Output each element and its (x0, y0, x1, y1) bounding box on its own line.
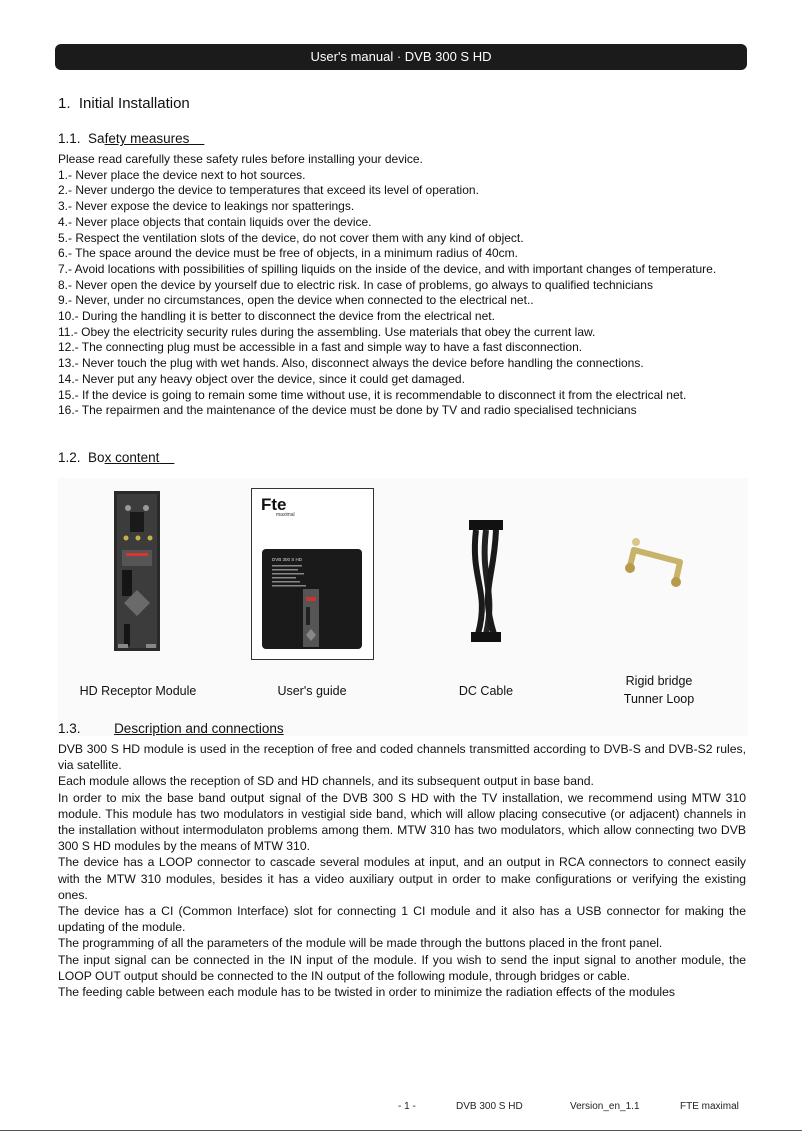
caption-rigid-bridge (604, 672, 714, 708)
footer-page-number: - 1 - (398, 1101, 416, 1112)
subsection-heading-safety (58, 131, 204, 146)
guide-cover-text-lines (272, 565, 312, 589)
safety-rule: 10.- During the handling it is better to disconnect the device from the electrical net. (58, 309, 495, 324)
subsection-number: 1.3. (58, 721, 81, 736)
safety-rule: 11.- Obey the electricity security rules during the assembling. Use materials that obey the current law. (58, 324, 596, 339)
caption-rigid-bridge-line1: Rigid bridge (625, 674, 693, 688)
safety-rule: 14.- Never put any heavy object over the device, since it could get damaged. (58, 371, 465, 386)
subsection-title-start: Sa (88, 131, 105, 146)
safety-rule: 13.- Never touch the plug with wet hands. Also, disconnect always the device before handling the connections. (58, 356, 644, 371)
rigid-bridge-image (622, 528, 698, 592)
description-paragraph: DVB 300 S HD module is used in the reception of free and coded channels transmitted according to DVB-S and DVB-S2 rules, via satellite. (58, 742, 746, 773)
subsection-heading-description (58, 721, 284, 736)
description-paragraph: The input signal can be connected in the IN input of the module. If you wish to send the input signal to another module, the LOOP OUT output should be connected to the IN output of the following module, through bridges or cable. (58, 952, 746, 983)
page-header-bar (55, 44, 747, 70)
safety-rule: 8.- Never open the device by yourself due to electric risk. In case of problems, go always to qualified technicians (58, 277, 653, 292)
description-paragraph: The programming of all the parameters of the module will be made through the buttons placed in the front panel. (58, 936, 663, 951)
safety-rule: 12.- The connecting plug must be accessible in a fast and simple way to have a fast disconnection. (58, 340, 583, 355)
guide-logo: Fte (261, 495, 287, 514)
safety-intro: Please read carefully these safety rules before installing your device. (58, 152, 423, 166)
caption-dc-cable: DC Cable (458, 684, 514, 698)
subsection-title-underlined: x content (104, 450, 160, 465)
footer-product: DVB 300 S HD (456, 1101, 523, 1112)
section-number: 1. (58, 95, 71, 112)
hd-receptor-module-image (112, 490, 162, 652)
subsection-title-start: Bo (88, 450, 105, 465)
description-paragraph: In order to mix the base band output signal of the DVB 300 S HD with the TV installation, we recommend using MTW 310 module. This module has two modulators in vestigial side band, which will allow placing consecutive (or adjacent) channels in the installation without intermodulaton problems among them. MTW 310 has two modulators, which allow connecting two DVB 300 S HD modules by the means of MTW 310. (58, 790, 746, 854)
guide-cover-panel (262, 549, 362, 649)
guide-cover-title: DVB 300 S HD (272, 557, 303, 562)
footer-brand: FTE maximal (680, 1101, 739, 1112)
page-bottom-rule (0, 1130, 802, 1131)
safety-rule: 2.- Never undergo the device to temperatures that exceed its level of operation. (58, 183, 479, 198)
subsection-title-underlined: fety measures (104, 131, 190, 146)
users-guide-image (251, 488, 374, 660)
caption-hd-receptor-module: HD Receptor Module (79, 684, 197, 698)
description-paragraph: Each module allows the reception of SD and HD channels, and its subsequent output in base band. (58, 774, 594, 789)
safety-rule: 6.- The space around the device must be free of objects, in a minimum radius of 40cm. (58, 246, 519, 261)
dc-cable-image (466, 520, 506, 644)
guide-logo-sub: maximal (276, 512, 295, 518)
safety-rule: 3.- Never expose the device to leakings nor spatterings. (58, 199, 355, 214)
guide-cover-module-drawing (302, 589, 320, 647)
subsection-number: 1.1. (58, 131, 81, 146)
header-title: User's manual · DVB 300 S HD (310, 49, 492, 64)
safety-rule: 4.- Never place objects that contain liquids over the device. (58, 214, 372, 229)
subsection-heading-box-content (58, 450, 174, 465)
safety-rule: 15.- If the device is going to remain some time without use, it is recommendable to disconnect it from the electrical net. (58, 387, 687, 402)
description-body (58, 741, 746, 1000)
safety-rule: 5.- Respect the ventilation slots of the device, do not cover them with any kind of object. (58, 230, 524, 245)
subsection-title: Description and connections (114, 721, 284, 736)
description-paragraph: The device has a CI (Common Interface) slot for connecting 1 CI module and it also has a USB connector for making the updating of the module. (58, 904, 746, 935)
description-paragraph: The feeding cable between each module has to be twisted in order to minimize the radiation effects of the modules (58, 985, 675, 1000)
description-paragraph: The device has a LOOP connector to cascade several modules at input, and an output in RCA connectors to connect easily with the MTW 310 modules, besides it has a video auxiliary output in order to make configurations or verifying the existing ones. (58, 855, 746, 902)
safety-rule: 9.- Never, under no circumstances, open the device when connected to the electrical net.. (58, 293, 534, 308)
safety-rule: 1.- Never place the device next to hot sources. (58, 167, 306, 182)
subsection-number: 1.2. (58, 450, 81, 465)
safety-rule: 7.- Avoid locations with possibilities of spilling liquids on the inside of the device, and with important changes of temperature. (58, 261, 717, 276)
section-heading-initial-installation (58, 95, 190, 112)
caption-rigid-bridge-line2: Tunner Loop (623, 692, 695, 706)
footer-version: Version_en_1.1 (570, 1101, 640, 1112)
safety-rules-list (58, 152, 748, 419)
section-title: Initial Installation (78, 95, 190, 112)
safety-rule: 16.- The repairmen and the maintenance of the device must be done by TV and radio specialised technicians (58, 403, 637, 418)
caption-users-guide: User's guide (277, 684, 347, 698)
